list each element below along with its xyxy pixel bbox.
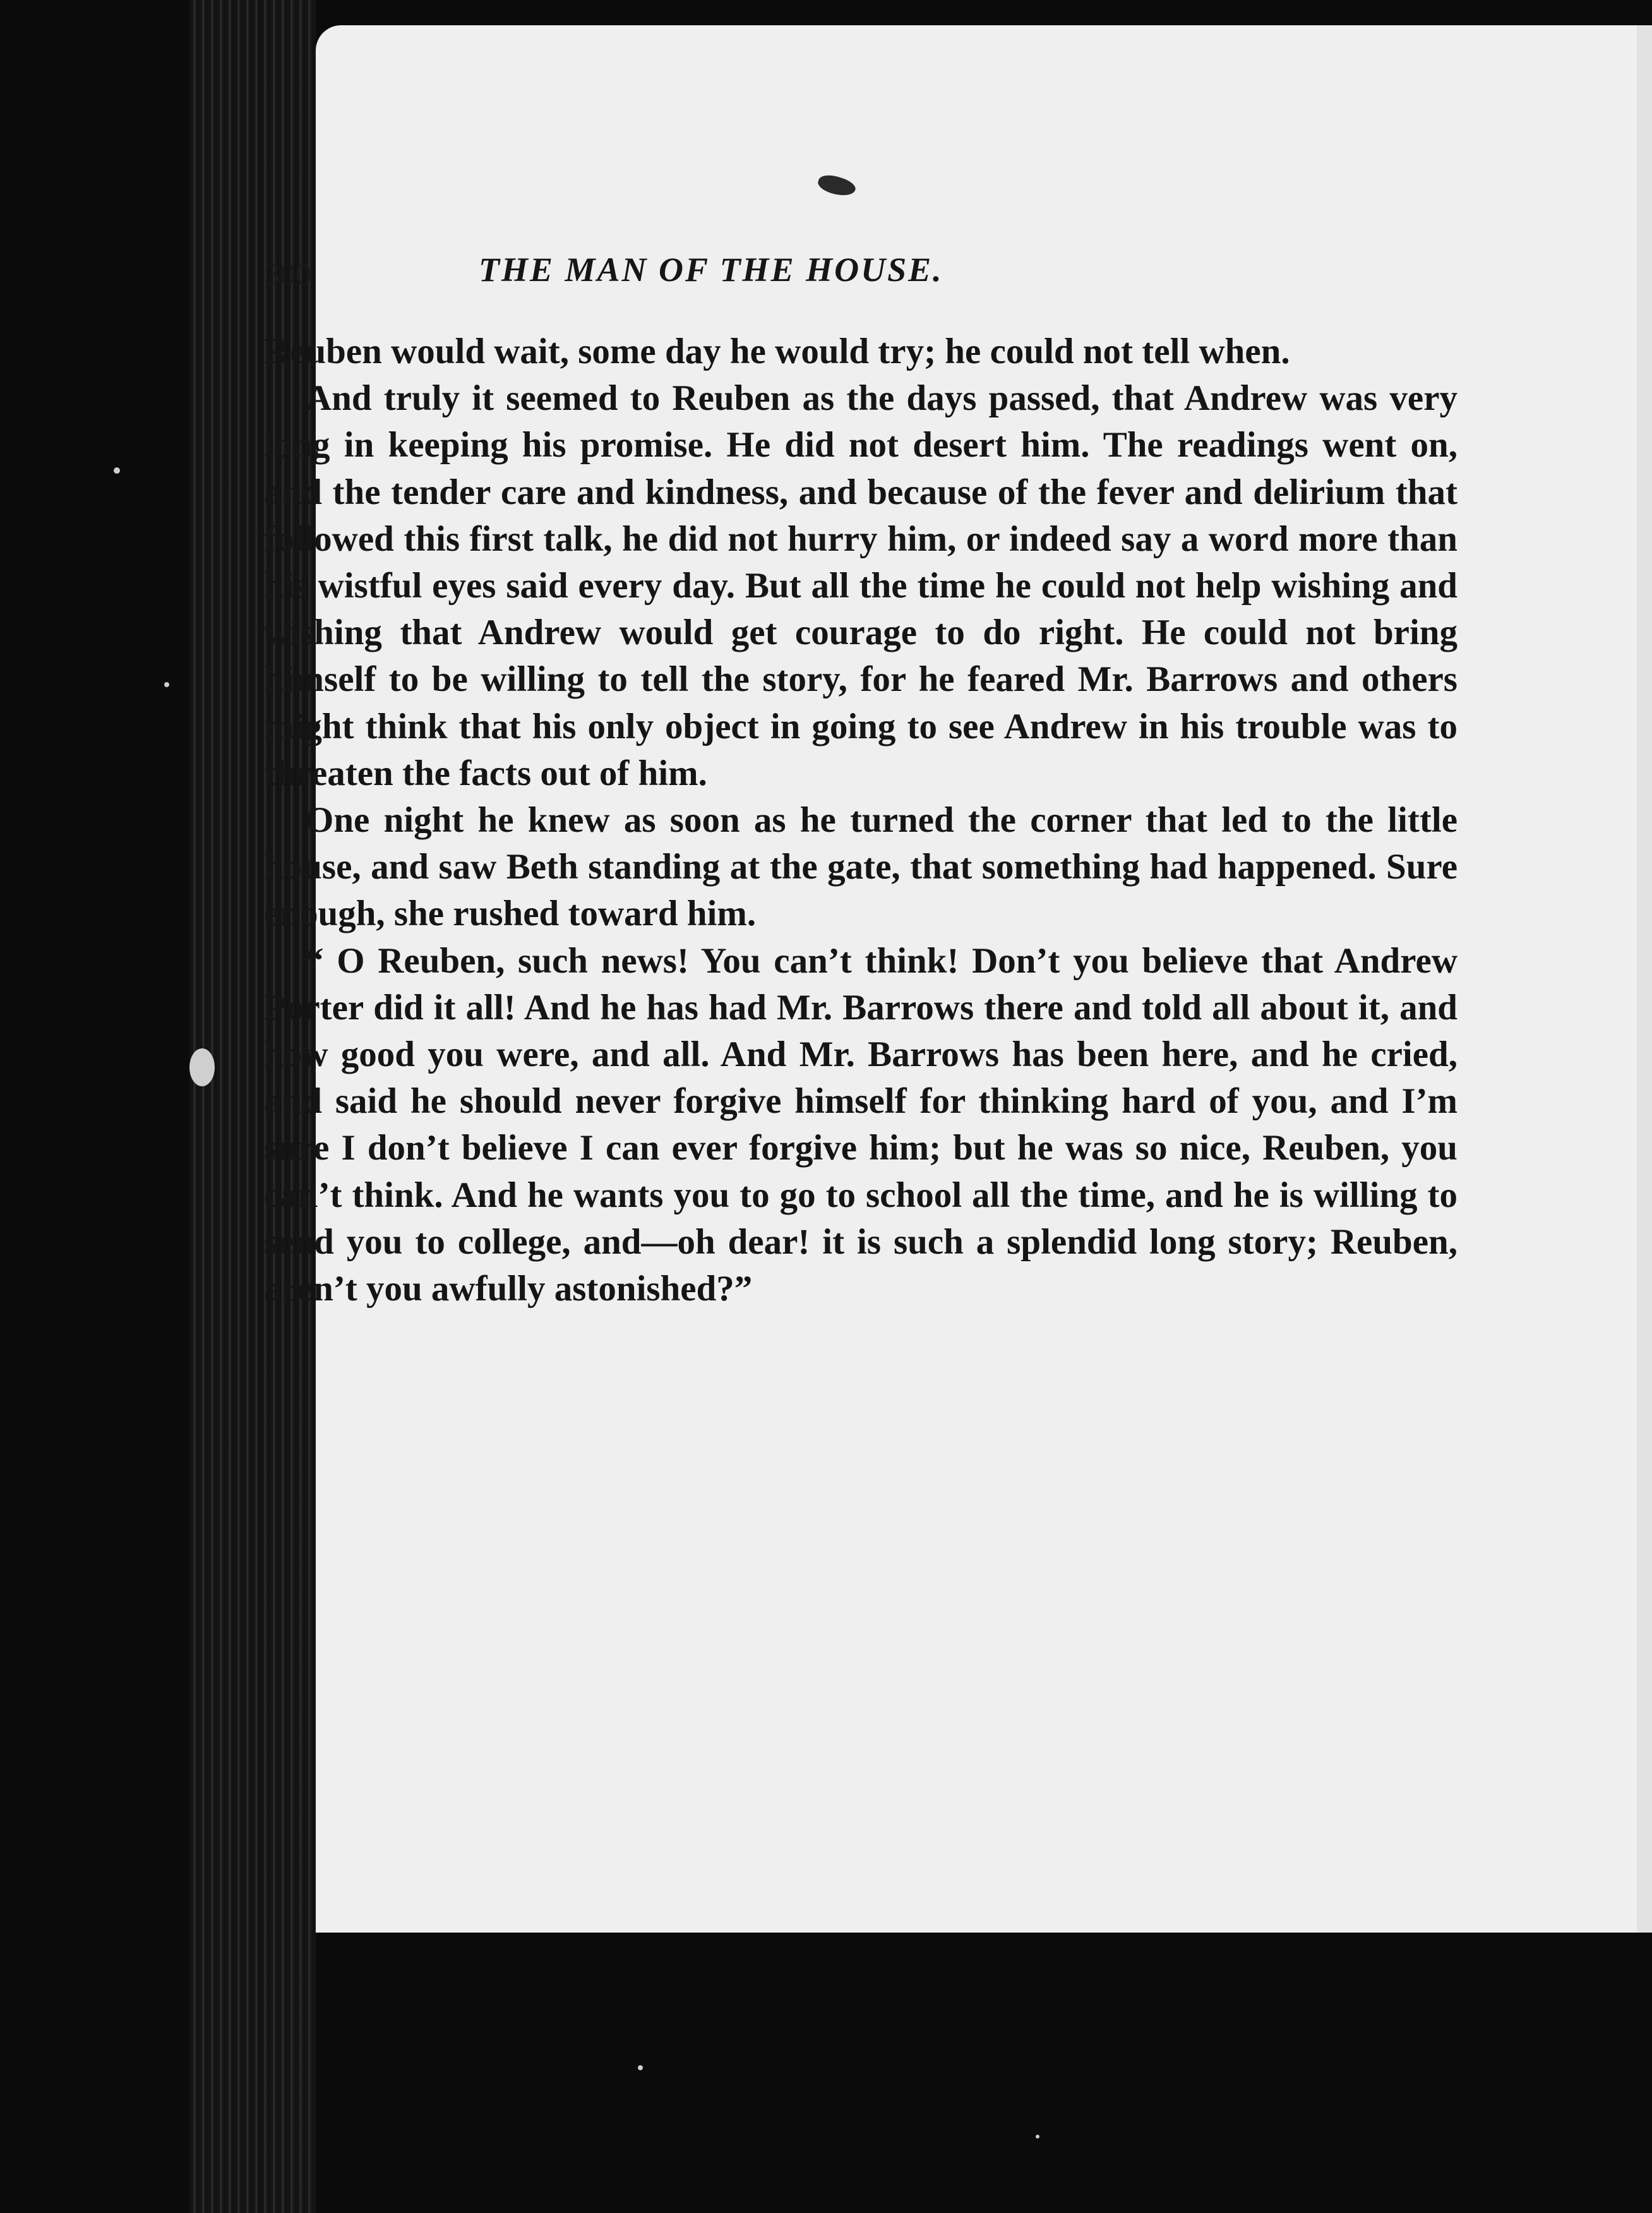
paragraph: “ O Reuben, such news! You can’t think! Don’t you believe that Andrew Porter did it all! And he has had Mr. Barrows there and told all about it, and how good you were, and all. And Mr. Barrows has been here, and he cried, and said he should never forgive himself for thinking hard of you, and I’m sure I don’t believe I can ever forgive him; but he was so nice, Reuben, you can’t think. And he wants you to go to school all the time, and he is willing to send you to college, and—oh dear! it is such a splendid long story; Reuben, aren’t you awfully astonished?” [264,940,1457,1309]
dust-speck [638,2065,643,2070]
paragraph: And truly it seemed to Reuben as the days passed, that Andrew was very long in keeping his promise. He did not desert him. The readings went on, and the tender care and kindness, and because of the fever and delirium that followed this first talk, he did not hurry him, or indeed say a word more than his wistful eyes said every day. But all the time he could not help wishing and wishing that Andrew would get courage to do right. He could not bring himself to be willing to tell the story, for he feared Mr. Barrows and others might think that his only object in going to see Andrew in his trouble was to threaten the facts out of him. [264,378,1457,793]
dust-speck [1036,2135,1039,2138]
dust-speck [189,1048,215,1086]
running-title: THE MAN OF THE HOUSE. [479,251,943,289]
page-number: 300 [264,256,311,291]
dust-speck [114,467,120,474]
scan-border [316,1933,1652,2213]
paragraph: One night he knew as soon as he turned the corner that led to the little house, and saw Beth standing at the gate, that something had happened. Sure enough, she rushed toward him. [264,800,1457,934]
running-head [264,240,1274,297]
paragraph: Reuben would wait, some day he would try; he could not tell when. [264,332,1290,371]
dust-speck [164,682,169,687]
body-text [264,328,1457,1312]
